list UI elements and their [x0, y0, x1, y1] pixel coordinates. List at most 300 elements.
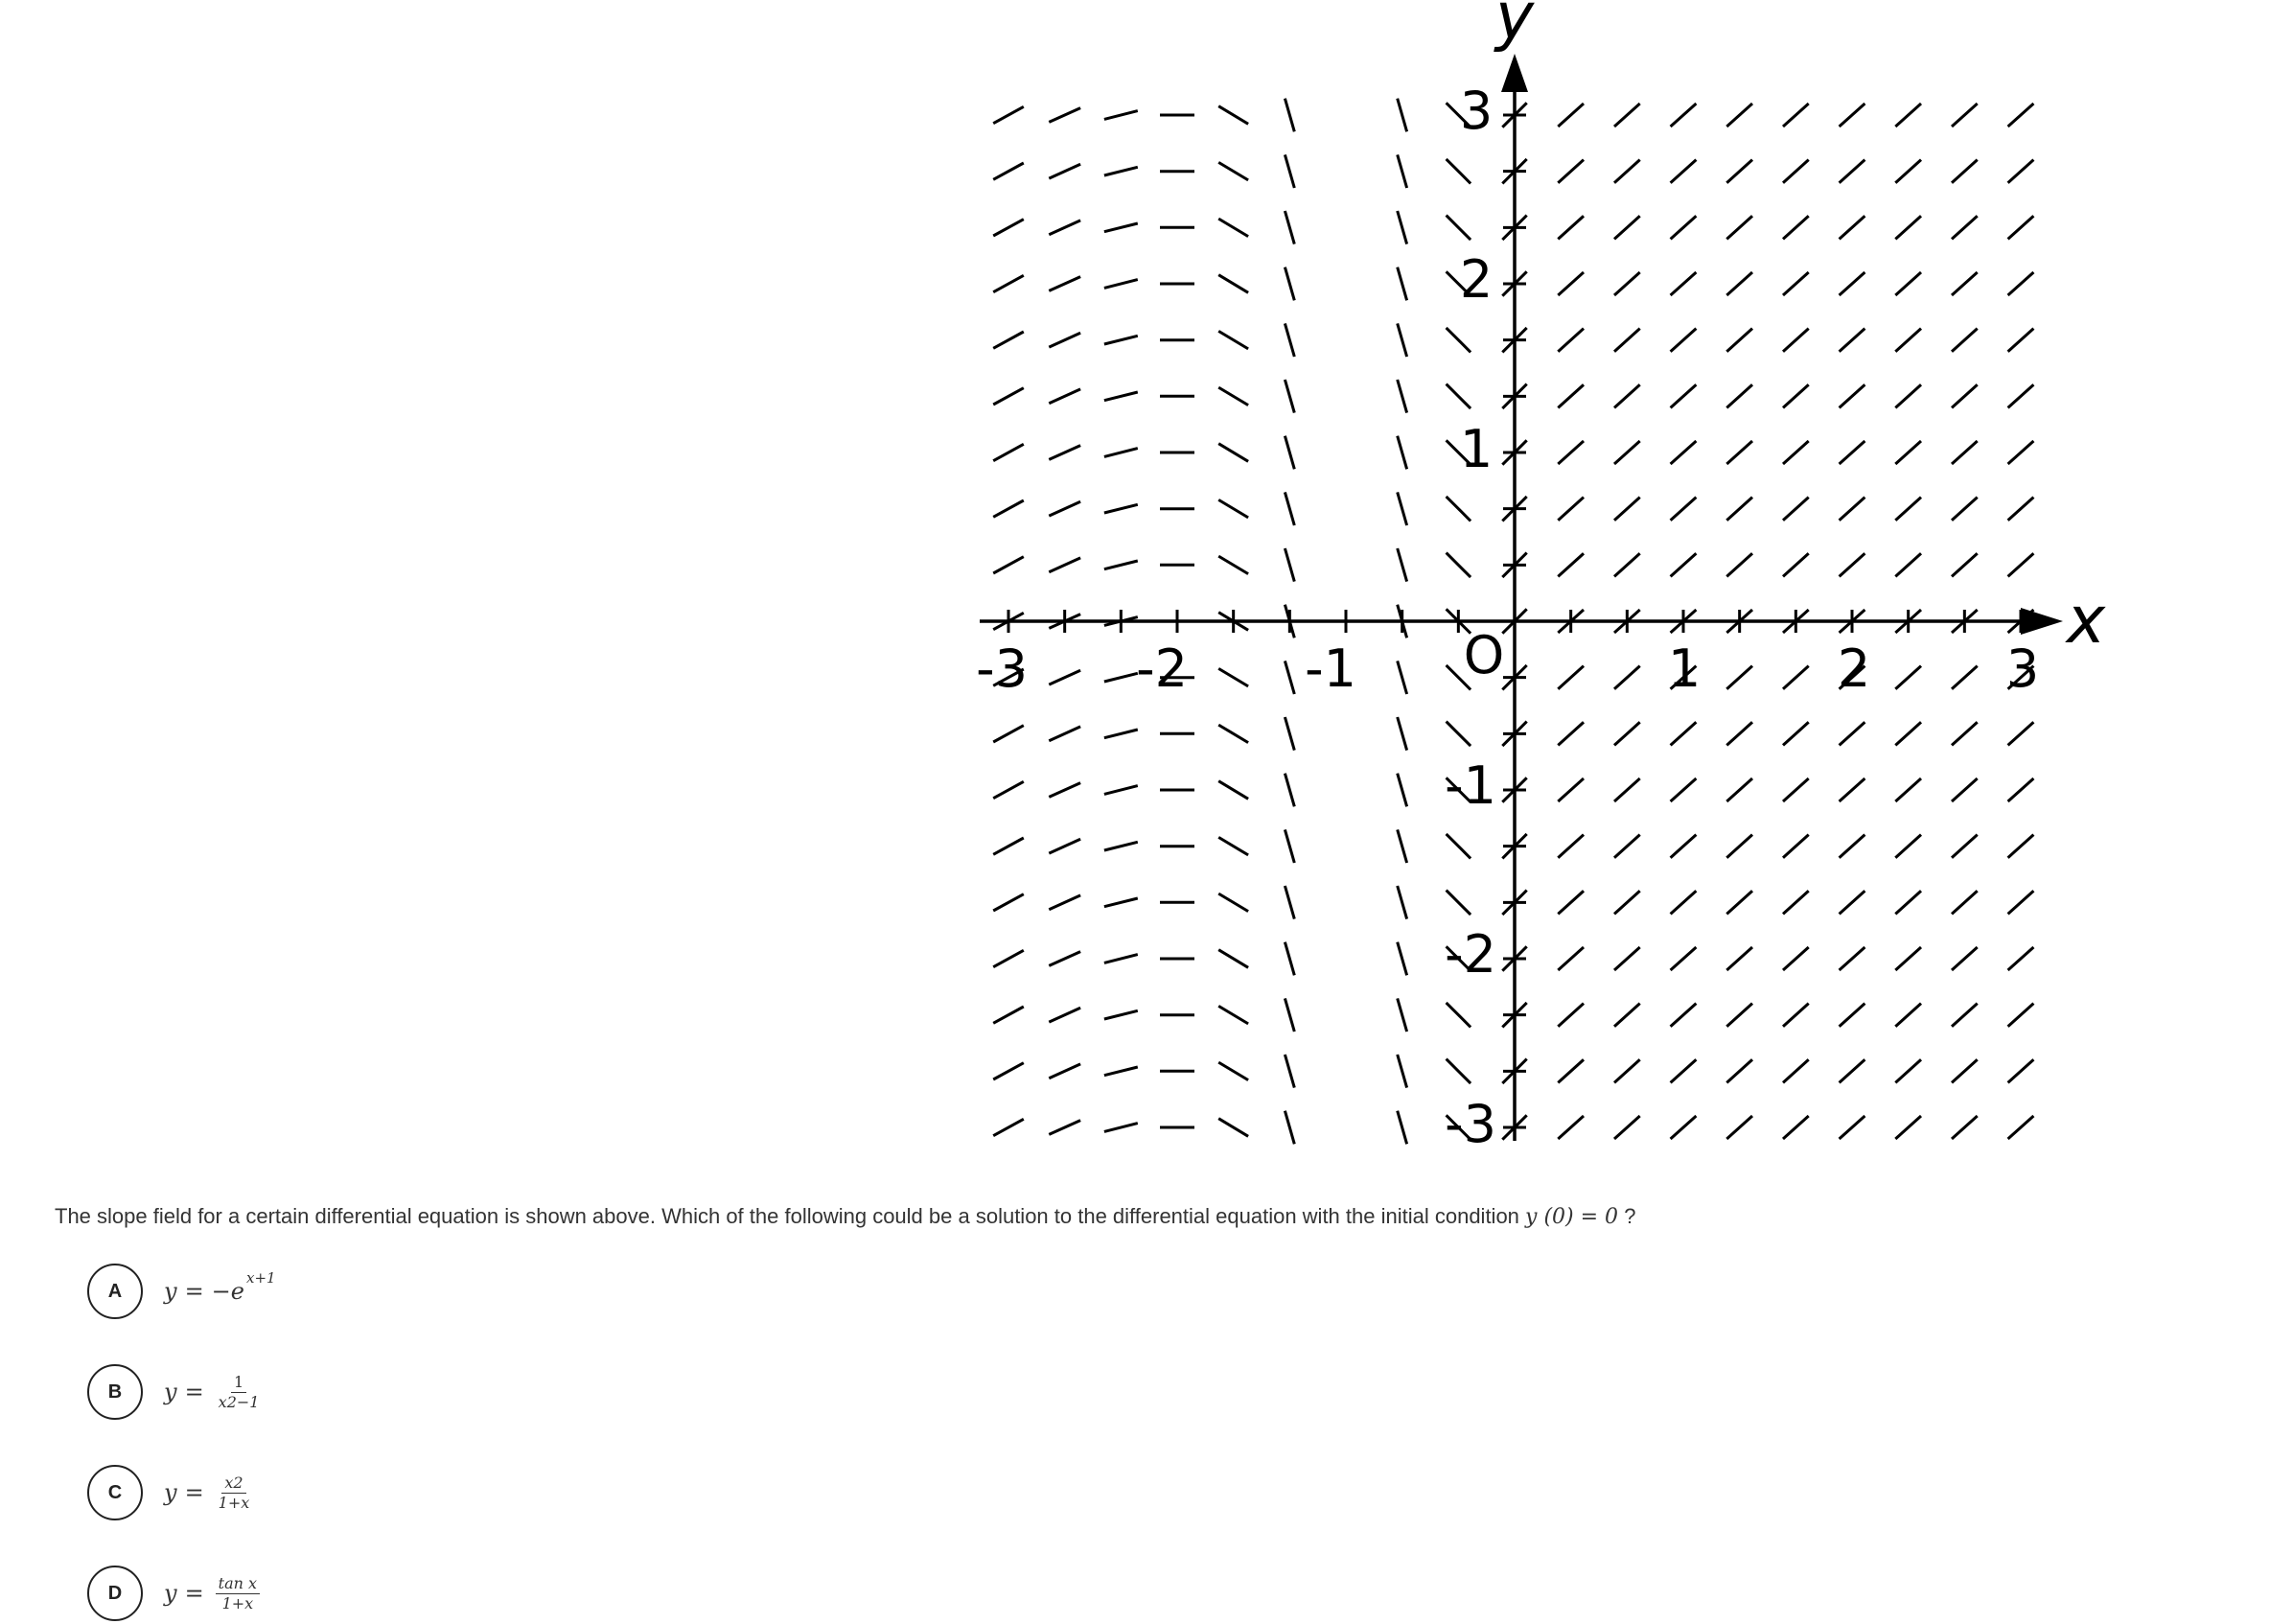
slope-segment [1614, 1004, 1640, 1027]
slope-segment [1049, 670, 1080, 684]
slope-segment [1285, 154, 1294, 188]
choice-d-numerator: tan x [216, 1575, 260, 1594]
slope-segment [1783, 1004, 1809, 1027]
slope-segment [1398, 774, 1407, 807]
slope-segment [1049, 895, 1080, 910]
slope-segment [2008, 216, 2034, 239]
slope-segment [993, 332, 1024, 348]
slope-segment [1049, 389, 1080, 404]
choice-d-denominator: 1+x [221, 1593, 254, 1612]
slope-segment [1104, 336, 1138, 344]
slope-segment [1104, 730, 1138, 738]
slope-segment [1726, 441, 1752, 464]
slope-segment [1895, 384, 1921, 407]
slope-segment [1840, 104, 1865, 127]
origin-label: O [1463, 625, 1505, 685]
slope-segment [1558, 216, 1584, 239]
slope-segment [1671, 1004, 1697, 1027]
y-tick-label-1: 1 [1459, 419, 1494, 479]
slope-segment [1614, 1116, 1640, 1139]
slope-segment [1558, 553, 1584, 576]
slope-segment [1671, 891, 1697, 914]
slope-segment [1218, 837, 1248, 855]
slope-segment [1398, 886, 1407, 919]
slope-segment [1840, 1004, 1865, 1027]
y-tick-label-neg2: -2 [1445, 924, 1496, 985]
slope-segment [1614, 160, 1640, 183]
y-axis-arrowhead [1501, 54, 1528, 92]
slope-segment [1895, 216, 1921, 239]
slope-segment [1726, 104, 1752, 127]
slope-segment [2008, 947, 2034, 970]
slope-segment [1840, 835, 1865, 858]
slope-segment [1895, 272, 1921, 295]
slope-segment [2008, 104, 2034, 127]
slope-segment [1783, 329, 1809, 352]
slope-segment [1285, 436, 1294, 470]
slope-segment [1671, 835, 1697, 858]
slope-segment [1614, 891, 1640, 914]
choice-a-base: −e [211, 1278, 244, 1305]
slope-segment [1726, 947, 1752, 970]
choice-a-lhs: y [164, 1278, 177, 1305]
slope-segment [1726, 272, 1752, 295]
slope-segment [1952, 553, 1978, 576]
slope-segment [1285, 717, 1294, 751]
slope-segment [1398, 661, 1407, 694]
choice-a-badge[interactable]: A [87, 1264, 143, 1319]
slope-segment [1398, 1055, 1407, 1088]
slope-segment [1671, 272, 1697, 295]
choice-a[interactable] [87, 1261, 276, 1322]
slope-segment [1285, 1055, 1294, 1088]
slope-segment [1783, 272, 1809, 295]
slope-segment [1895, 160, 1921, 183]
slope-segment [1285, 998, 1294, 1032]
choice-d-equals: = [184, 1580, 204, 1607]
slope-segment [1895, 329, 1921, 352]
x-tick-label-1: 1 [1667, 638, 1702, 699]
slope-segment [2008, 384, 2034, 407]
slope-segment [1104, 1067, 1138, 1076]
choice-c-numerator: x2 [221, 1474, 245, 1494]
slope-segment [1671, 104, 1697, 127]
slope-segment [993, 106, 1024, 123]
slope-segment [1952, 498, 1978, 521]
slope-segment [1218, 556, 1248, 574]
slope-segment [2008, 1116, 2034, 1139]
choice-b-equals: = [184, 1379, 204, 1405]
slope-segment [1558, 666, 1584, 689]
slope-segment [993, 1063, 1024, 1079]
choice-c-denominator: 1+x [218, 1493, 250, 1512]
slope-segment [1726, 498, 1752, 521]
slope-segment [1218, 219, 1248, 237]
slope-segment [1671, 216, 1697, 239]
slope-segment [1218, 893, 1248, 912]
choice-d-lhs: y [164, 1580, 177, 1607]
slope-segment [1398, 380, 1407, 413]
slope-segment [1447, 1059, 1471, 1084]
slope-segment [1895, 498, 1921, 521]
slope-segment [1895, 891, 1921, 914]
slope-segment [1671, 329, 1697, 352]
slope-segment [993, 1119, 1024, 1135]
slope-segment [1447, 328, 1471, 353]
slope-segment [1783, 553, 1809, 576]
choice-a-exponent: x+1 [245, 1269, 276, 1287]
slope-segment [1726, 835, 1752, 858]
slope-segment [1558, 1004, 1584, 1027]
slope-segment [993, 220, 1024, 236]
slope-segment [1398, 548, 1407, 582]
slope-segment [1840, 553, 1865, 576]
slope-segment [1614, 384, 1640, 407]
slope-segment [1558, 160, 1584, 183]
slope-segment [993, 500, 1024, 517]
slope-segment [1049, 783, 1080, 798]
slope-segment [1952, 272, 1978, 295]
choice-b-lhs: y [164, 1379, 177, 1405]
slope-segment [1447, 722, 1471, 747]
slope-segment [1285, 1111, 1294, 1145]
slope-segment [1285, 99, 1294, 132]
slope-segment [2008, 160, 2034, 183]
slope-segment [2008, 722, 2034, 745]
slope-segment [1783, 104, 1809, 127]
slope-segment [1840, 216, 1865, 239]
choice-b-numerator: 1 [231, 1374, 246, 1393]
slope-segment [1671, 722, 1697, 745]
slope-segment [1218, 725, 1248, 743]
y-tick-label-2: 2 [1459, 249, 1494, 310]
slope-segment [1671, 553, 1697, 576]
y-axis-label: y [1494, 0, 1535, 55]
slope-segment [1398, 998, 1407, 1032]
slope-segment [1952, 329, 1978, 352]
slope-segment [1218, 387, 1248, 406]
slope-segment [1049, 558, 1080, 572]
slope-segment [1104, 898, 1138, 907]
choice-b[interactable] [87, 1361, 262, 1423]
slope-segment [1783, 891, 1809, 914]
slope-segment [1104, 1010, 1138, 1019]
slope-segment [1218, 275, 1248, 293]
choice-d-fraction [216, 1575, 260, 1612]
initial-condition: y (0) = 0 [1525, 1205, 1619, 1229]
slope-segment [1614, 1059, 1640, 1082]
slope-segment [1726, 778, 1752, 801]
slope-segment [1952, 1116, 1978, 1139]
slope-segment [1049, 1008, 1080, 1022]
x-axis-arrowhead [2021, 608, 2063, 635]
choice-c-expression [164, 1474, 252, 1512]
slope-segment [1726, 1004, 1752, 1027]
slope-segment [1398, 717, 1407, 751]
slope-segment [1447, 159, 1471, 184]
x-axis-label: x [2066, 583, 2106, 659]
question-prompt: The slope field for a certain differential equation is shown above. Which of the following could be a solution to the differential equation with the initial condition [55, 1204, 1519, 1228]
choice-a-expression [164, 1269, 276, 1305]
slope-segment [1895, 1059, 1921, 1082]
slope-segment [1285, 886, 1294, 919]
slope-segment [1840, 778, 1865, 801]
x-tick-label-3: 3 [2005, 638, 2040, 699]
slope-segment [1840, 160, 1865, 183]
slope-segment [1558, 778, 1584, 801]
axes [980, 54, 2063, 1141]
slope-segment [1952, 835, 1978, 858]
choice-c-badge[interactable]: C [87, 1465, 143, 1520]
slope-segment [1783, 1059, 1809, 1082]
slope-segment [1049, 839, 1080, 853]
question-mark: ? [1624, 1204, 1636, 1228]
slope-segment [1285, 942, 1294, 976]
slope-segment [1783, 216, 1809, 239]
slope-segment [993, 781, 1024, 798]
slope-segment [1285, 267, 1294, 301]
slope-segment [1726, 1059, 1752, 1082]
slope-segment [1398, 1111, 1407, 1145]
slope-segment [1783, 778, 1809, 801]
slope-segment [1726, 384, 1752, 407]
slope-segment [1671, 160, 1697, 183]
slope-segment [993, 388, 1024, 405]
slope-segment [1726, 722, 1752, 745]
slope-segment [1783, 160, 1809, 183]
slope-segment [1671, 947, 1697, 970]
slope-segment [1398, 267, 1407, 301]
slope-segment [1104, 786, 1138, 795]
slope-segment [1952, 891, 1978, 914]
slope-segment [1726, 1116, 1752, 1139]
slope-segment [1783, 498, 1809, 521]
slope-segment [1558, 722, 1584, 745]
y-tick-label-neg3: -3 [1445, 1094, 1496, 1154]
slope-segment [1447, 553, 1471, 578]
slope-segment [1104, 673, 1138, 682]
slope-segment [1952, 666, 1978, 689]
slope-segment [1285, 774, 1294, 807]
slope-segment [1840, 272, 1865, 295]
slope-segment [1558, 947, 1584, 970]
slope-segment [1104, 504, 1138, 513]
slope-segment [1218, 668, 1248, 686]
slope-segment [1952, 778, 1978, 801]
slope-segment [1285, 211, 1294, 244]
slope-segment [993, 275, 1024, 291]
slope-segment [1614, 722, 1640, 745]
slope-segment [1895, 104, 1921, 127]
slope-segment [1285, 323, 1294, 357]
slope-segment [1614, 498, 1640, 521]
slope-segment [1558, 272, 1584, 295]
slope-segment [1558, 441, 1584, 464]
slope-segment [1783, 1116, 1809, 1139]
slope-segment [1614, 778, 1640, 801]
slope-segment [1895, 666, 1921, 689]
x-tick-label-2: 2 [1837, 638, 1871, 699]
slope-segment [1398, 99, 1407, 132]
slope-segment [1840, 498, 1865, 521]
slope-segment [1895, 778, 1921, 801]
slope-segment [2008, 498, 2034, 521]
slope-segment [1840, 891, 1865, 914]
slope-segment [1285, 661, 1294, 694]
slope-segment [993, 444, 1024, 460]
choice-a-equals: = [184, 1278, 204, 1305]
slope-segment [1558, 384, 1584, 407]
slope-segment [993, 950, 1024, 966]
slope-segment [1783, 722, 1809, 745]
slope-segment [1104, 1124, 1138, 1132]
x-tick-label-neg2: -2 [1136, 638, 1188, 699]
choice-d-expression [164, 1575, 260, 1612]
slope-segment [1895, 441, 1921, 464]
slope-segment [1952, 1004, 1978, 1027]
slope-segment [1895, 553, 1921, 576]
slope-segment [1614, 441, 1640, 464]
slope-segment [1614, 947, 1640, 970]
slope-segment [1726, 666, 1752, 689]
slope-segment [1104, 955, 1138, 963]
slope-segment [1398, 942, 1407, 976]
slope-segment [1840, 1059, 1865, 1082]
slope-segment [2008, 329, 2034, 352]
slope-segment [1840, 722, 1865, 745]
slope-segment [1104, 167, 1138, 175]
slope-segment [1218, 1006, 1248, 1024]
slope-segment [1783, 441, 1809, 464]
slope-segment [1952, 441, 1978, 464]
slope-segment [1218, 106, 1248, 125]
slope-segment [1558, 835, 1584, 858]
slope-segment [1783, 666, 1809, 689]
slope-segment [1671, 1059, 1697, 1082]
slope-segment [1726, 553, 1752, 576]
slope-segment [1671, 1116, 1697, 1139]
slope-segment [1895, 1116, 1921, 1139]
slope-segment [1671, 498, 1697, 521]
choice-b-fraction [216, 1374, 263, 1411]
choice-b-expression [164, 1374, 262, 1411]
slope-segment [1049, 1064, 1080, 1079]
slope-segment [1726, 216, 1752, 239]
choice-c[interactable] [87, 1462, 252, 1523]
slope-segment [1447, 891, 1471, 916]
slope-segment [1558, 104, 1584, 127]
slope-segment [2008, 1004, 2034, 1027]
slope-segment [1783, 835, 1809, 858]
slope-segment [1952, 216, 1978, 239]
slope-segment [1104, 842, 1138, 850]
axis-labels [976, 0, 2106, 1154]
slope-segment [1558, 329, 1584, 352]
slope-segment [1218, 781, 1248, 800]
choice-d[interactable] [87, 1563, 260, 1624]
slope-segment [1840, 1116, 1865, 1139]
slope-segment [1952, 104, 1978, 127]
slope-segment [1285, 380, 1294, 413]
slope-segment [1671, 778, 1697, 801]
slope-segment [1895, 947, 1921, 970]
slope-segment [1049, 220, 1080, 235]
choice-d-badge[interactable]: D [87, 1566, 143, 1621]
slope-segment [1614, 666, 1640, 689]
slope-segment [1671, 384, 1697, 407]
slope-segment [1447, 834, 1471, 859]
slope-segment [1398, 436, 1407, 470]
slope-segment [1614, 272, 1640, 295]
slope-segment [1049, 1121, 1080, 1135]
slope-segment [1558, 1059, 1584, 1082]
slope-segment [1895, 835, 1921, 858]
slope-segment [1952, 384, 1978, 407]
slope-segment [1104, 561, 1138, 569]
y-tick-label-3: 3 [1459, 81, 1494, 141]
slope-segment [1614, 835, 1640, 858]
x-tick-label-neg1: -1 [1305, 638, 1356, 699]
slope-segment [1447, 216, 1471, 241]
slope-segment [1726, 891, 1752, 914]
slope-segment [2008, 1059, 2034, 1082]
slope-segment [2008, 272, 2034, 295]
slope-segment [2008, 891, 2034, 914]
slope-segment [1398, 829, 1407, 863]
slope-segment [1447, 1003, 1471, 1028]
slope-segment [1783, 947, 1809, 970]
slope-segment [2008, 553, 2034, 576]
slope-segment [1726, 329, 1752, 352]
slope-segment [1447, 497, 1471, 522]
slope-segment [1614, 553, 1640, 576]
y-tick-label-neg1: -1 [1445, 755, 1496, 816]
slope-segment [993, 557, 1024, 573]
slope-segment [1840, 441, 1865, 464]
slope-segment [1558, 1116, 1584, 1139]
slope-segment [1218, 1119, 1248, 1137]
slope-segment [1049, 164, 1080, 178]
slope-segment [993, 1007, 1024, 1023]
slope-segment [1671, 441, 1697, 464]
slope-segment [1049, 108, 1080, 123]
slope-segment [1447, 384, 1471, 409]
slope-segment [1952, 947, 1978, 970]
slope-segment [1952, 722, 1978, 745]
slope-segment [1840, 947, 1865, 970]
slope-segment [1398, 492, 1407, 525]
slope-segment [1049, 727, 1080, 741]
slope-segment [1285, 829, 1294, 863]
slope-segment [1218, 331, 1248, 349]
slope-segment [1840, 384, 1865, 407]
choice-b-badge[interactable]: B [87, 1364, 143, 1420]
slope-segment [1049, 501, 1080, 516]
choice-c-lhs: y [164, 1479, 177, 1506]
slope-segment [993, 163, 1024, 179]
slope-segment [1049, 952, 1080, 966]
slope-segment [993, 894, 1024, 911]
slope-segment [1104, 280, 1138, 289]
slope-segment [1614, 216, 1640, 239]
slope-segment [993, 726, 1024, 742]
slope-segment [1726, 160, 1752, 183]
slope-segment [2008, 441, 2034, 464]
slope-segment [1218, 1062, 1248, 1080]
slope-segment [1614, 329, 1640, 352]
question-text [55, 1202, 2212, 1232]
slope-segment [2008, 835, 2034, 858]
